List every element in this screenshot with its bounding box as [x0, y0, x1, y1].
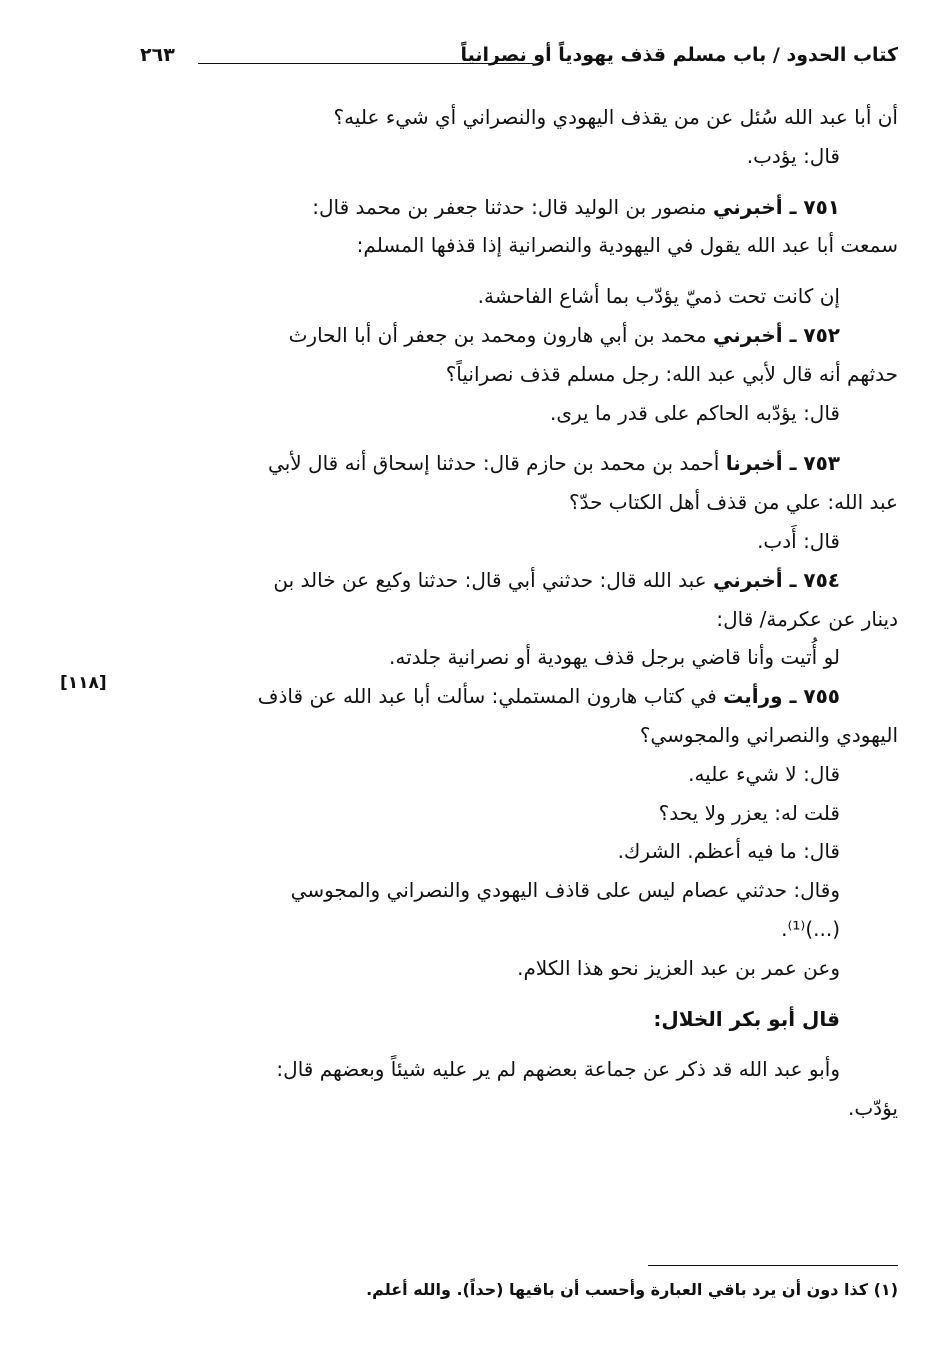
text-line: قال: يؤدب.	[746, 143, 840, 168]
text-line: في كتاب هارون المستملي: سألت أبا عبد الله عن قاذف	[257, 684, 717, 709]
text-line: قال: أَدب.	[757, 528, 840, 553]
text-line: عبد الله: علي من قذف أهل الكتاب حدّ؟	[568, 490, 898, 515]
text-line: منصور بن الوليد قال: حدثنا جعفر بن محمد قال:	[312, 194, 707, 219]
entry-753	[140, 444, 898, 483]
margin-reference: [١١٨]	[60, 673, 107, 693]
text-line: دينار عن عكرمة/ قال:	[716, 606, 898, 631]
text-line: قال: يؤدّبه الحاكم على قدر ما يرى.	[549, 400, 840, 425]
entry-751	[140, 188, 898, 227]
entry-number: ٧٥٢ ـ أخبرني	[712, 322, 840, 347]
text-line: قلت له: يعزر ولا يحد؟	[658, 800, 840, 825]
text-line: وقال: حدثني عصام ليس على قاذف اليهودي والنصراني والمجوسي	[290, 878, 840, 903]
text-line: لو أُتيت وأنا قاضي برجل قذف يهودية أو نصرانية جلدته.	[388, 645, 840, 670]
text-line: حدثهم أنه قال لأبي عبد الله: رجل مسلم قذف نصرانياً؟	[445, 361, 898, 386]
text-line: اليهودي والنصراني والمجوسي؟	[639, 722, 898, 747]
text-line: قال: ما فيه أعظم. الشرك.	[617, 839, 840, 864]
running-header	[140, 44, 898, 78]
entry-754	[140, 561, 898, 600]
header-rule	[198, 63, 533, 64]
text-line: أن أبا عبد الله سُئل عن من يقذف اليهودي والنصراني أي شيء عليه؟	[333, 105, 898, 129]
entry-755	[140, 677, 898, 716]
text-line: إن كانت تحت ذميّ يؤدّب بما أشاع الفاحشة.	[477, 284, 840, 309]
text-line: عبد الله قال: حدثني أبي قال: حدثنا وكيع عن خالد بن	[273, 567, 707, 592]
text-line: يؤدّب.	[848, 1096, 898, 1121]
main-text	[140, 98, 898, 1128]
footnote: (١) كذا دون أن يرد باقي العبارة وأحسب أن باقيها (حداً). والله أعلم.	[366, 1280, 898, 1299]
page-number: ٢٦٣	[140, 44, 175, 66]
text-line: أحمد بن محمد بن حازم قال: حدثنا إسحاق أنه قال لأبي	[268, 451, 720, 476]
text-line: سمعت أبا عبد الله يقول في اليهودية والنصرانية إذا قذفها المسلم:	[356, 233, 898, 258]
section-heading: قال أبو بكر الخلال:	[653, 1006, 840, 1031]
text-line: قال: لا شيء عليه.	[688, 761, 840, 786]
text-line: (...)⁽¹⁾.	[781, 916, 840, 941]
entry-number: ٧٥٤ ـ أخبرني	[712, 567, 840, 592]
entry-752	[140, 316, 898, 355]
header-title: كتاب الحدود / باب مسلم قذف يهودياً أو نصرانياً	[460, 44, 898, 66]
text-line: وأبو عبد الله قد ذكر عن جماعة بعضهم لم ير عليه شيئاً وبعضهم قال:	[276, 1057, 840, 1082]
text-line: وعن عمر بن عبد العزيز نحو هذا الكلام.	[517, 955, 840, 980]
entry-number: ٧٥٣ ـ أخبرنا	[725, 451, 840, 476]
entry-number: ٧٥٥ ـ ورأيت	[723, 684, 840, 709]
text-line: محمد بن أبي هارون ومحمد بن جعفر أن أبا الحارث	[288, 322, 707, 347]
entry-number: ٧٥١ ـ أخبرني	[712, 194, 840, 219]
footnote-rule	[648, 1265, 898, 1266]
